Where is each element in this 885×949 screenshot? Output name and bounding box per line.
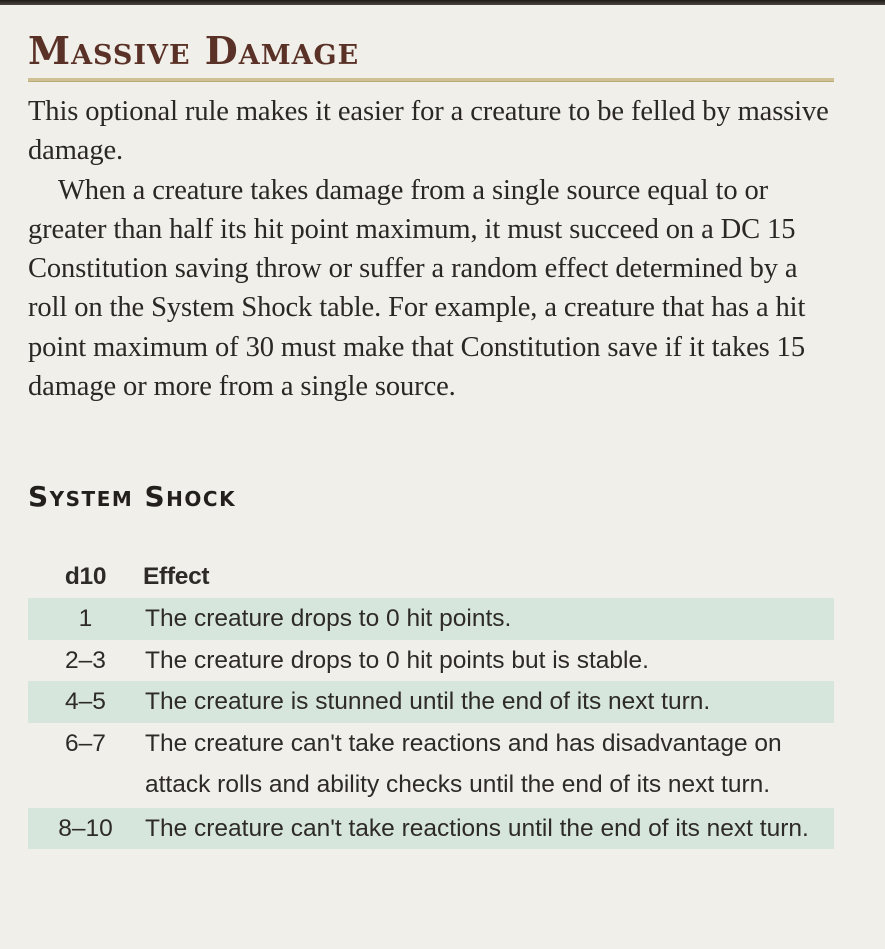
- row-effect: The creature is stunned until the end of its next turn.: [143, 681, 834, 723]
- row-effect: The creature drops to 0 hit points but is stable.: [145, 646, 649, 674]
- row-effect: The creature can't take reactions until the end of its next turn.: [143, 807, 834, 850]
- page-content: [28, 26, 838, 842]
- rule-paragraph: When a creature takes damage from a single source equal to or greater than half its hit point maximum, it must succeed on a DC 15 Constitution saving throw or suffer a random effect determined by a roll on the System Shock table. For example, a creature that has a hit point maximum of 30 must make that Constitution save if it takes 15 damage or more from a single source.: [28, 174, 806, 403]
- table-row: [28, 723, 834, 807]
- table-row: [28, 807, 834, 850]
- system-shock-table: [28, 556, 834, 849]
- title-divider: [28, 78, 834, 82]
- table-header-row: [28, 556, 834, 598]
- row-roll: 8–10: [28, 807, 143, 850]
- section-title: Massive Damage: [28, 28, 360, 73]
- table-row: [28, 640, 834, 682]
- header-roll: d10: [64, 563, 107, 590]
- top-border: [0, 0, 885, 5]
- row-roll: 4–5: [28, 681, 143, 723]
- intro-paragraph: This optional rule makes it easier for a creature to be felled by massive damage.: [28, 96, 829, 167]
- row-roll: 6–7: [65, 729, 106, 757]
- row-roll: 2–3: [65, 646, 106, 674]
- table-row: [28, 681, 834, 723]
- header-effect: Effect: [143, 563, 210, 590]
- row-roll: 1: [28, 598, 143, 640]
- table-title: System Shock: [28, 480, 237, 513]
- row-effect: The creature drops to 0 hit points.: [143, 598, 834, 640]
- row-effect: The creature can't take reactions and has disadvantage on attack rolls and ability checks until the end of its next turn.: [145, 729, 782, 798]
- table-row: [28, 598, 834, 640]
